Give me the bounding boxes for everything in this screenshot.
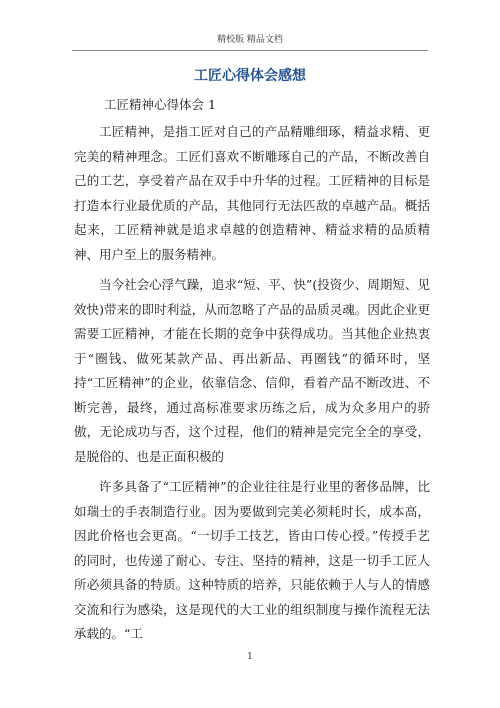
paragraph: 许多具备了“工匠精神”的企业往往是行业里的奢侈品牌，比如瑞士的手表制造行业。因为要做到完美必须耗时长，成本高，因此价格也会更高。“一切手工技艺，皆由口传心授。”传授手艺的同时，也传递了耐心、专注、坚持的精神，这是一切手工匠人所必须具备的特质。这种特质的培养，只能依赖于人与人的情感交流和行为感染，这是现代的大工业的组织制度与操作流程无法承载的。“工 bbox=[74, 479, 430, 641]
paragraph: 工匠精神，是指工匠对自己的产品精雕细琢，精益求精、更完美的精神理念。工匠们喜欢不断雕琢自己的产品，不断改善自己的工艺，享受着产品在双手中升华的过程。工匠精神的目标是打造本行业最优质的产品，其他同行无法匹敌的卓越产品。概括起来，工匠精神就是追求卓越的创造精神、精益求精的品质精神、用户至上的服务精神。 bbox=[74, 124, 430, 262]
page-header: 精校版 精品文档 bbox=[72, 32, 428, 51]
document-title: 工匠心得体会感想 bbox=[194, 68, 306, 84]
paragraph: 当今社会心浮气躁，追求“短、平、快”(投资少、周期短、见效快)带来的即时利益，从而忽略了产品的品质灵魂。因此企业更需要工匠精神，才能在长期的竞争中获得成功。当其他企业热衷于“圈钱、做死某款产品、再出新品、再圈钱”的循环时，坚持“工匠精神”的企业，依靠信念、信仰，看着产品不断改进、不断完善，最终，通过高标准要求历练之后，成为众多用户的骄傲，无论成功与否，这个过程，他们的精神是完完全全的享受，是脱俗的、也是正面积极的 bbox=[74, 277, 430, 464]
page-number: 1 bbox=[247, 652, 253, 662]
section-heading: 工匠精神心得体会 1 bbox=[104, 97, 216, 112]
document-body bbox=[74, 120, 430, 653]
